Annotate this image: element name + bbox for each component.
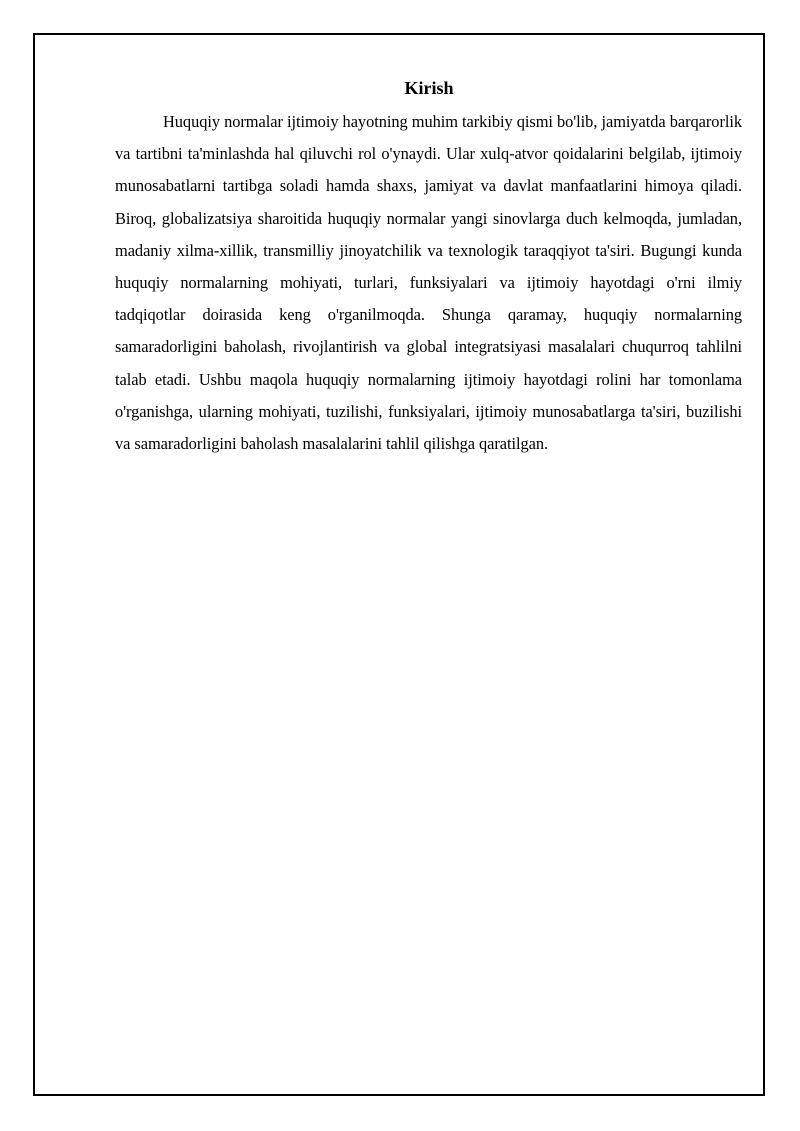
intro-paragraph: Huquqiy normalar ijtimoiy hayotning muhim tarkibiy qismi bo'lib, jamiyatda barqarorlik va tartibni ta'minlashda hal qiluvchi rol o'ynaydi. Ular xulq-atvor qoidalarini belgilab, ijtimoiy munosabatlarni tartibga soladi hamda shaxs, jamiyat va davlat manfaatlarini himoya qiladi. Biroq, globalizatsiya sharoitida huquqiy normalar yangi sinovlarga duch kelmoqda, jumladan, madaniy xilma-xillik, transmilliy jinoyatchilik va texnologik taraqqiyot ta'siri. Bugungi kunda huquqiy normalarning mohiyati, turlari, funksiyalari va ijtimoiy hayotdagi o'rni ilmiy tadqiqotlar doirasida keng o'rganilmoqda. Shunga qaramay, huquqiy normalarning samaradorligini baholash, rivojlantirish va global integratsiyasi masalalari chuqurroq tahlilni talab etadi. Ushbu maqola huquqiy normalarning ijtimoiy hayotdagi rolini har tomonlama o'rganishga, ularning mohiyati, tuzilishi, funksiyalari, ijtimoiy munosabatlarga ta'siri, buzilishi va samaradorligini baholash masalalarini tahlil qilishga qaratilgan. bbox=[115, 112, 742, 454]
section-title: Kirish bbox=[404, 78, 454, 98]
document-body bbox=[115, 76, 742, 460]
